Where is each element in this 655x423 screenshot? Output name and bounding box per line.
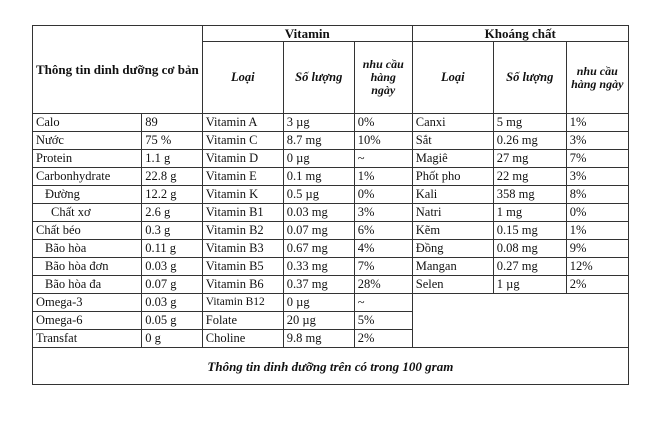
vitamin-group-header: Vitamin [202, 26, 412, 42]
mineral-daily-need: 8% [566, 186, 628, 204]
table-row [33, 186, 629, 204]
mineral-daily-need: 1% [566, 222, 628, 240]
vitamin-daily-header: nhu cầu hàng ngày [354, 42, 412, 114]
mineral-amount: 0.26 mg [493, 132, 566, 150]
nutrition-table [32, 25, 629, 385]
basic-nutrient-value: 0.3 g [142, 222, 202, 240]
mineral-name: Canxi [412, 114, 493, 132]
basic-nutrient-name: Bão hòa đa [33, 276, 142, 294]
table-row [33, 132, 629, 150]
vitamin-amount-header: Số lượng [283, 42, 354, 114]
vitamin-name: Vitamin B5 [202, 258, 283, 276]
mineral-name: Kali [412, 186, 493, 204]
mineral-daily-need: 7% [566, 150, 628, 168]
mineral-amount-header: Số lượng [493, 42, 566, 114]
basic-nutrient-value: 2.6 g [142, 204, 202, 222]
basic-nutrient-value: 0.11 g [142, 240, 202, 258]
table-row [33, 168, 629, 186]
vitamin-name: Vitamin B2 [202, 222, 283, 240]
basic-nutrient-value: 89 [142, 114, 202, 132]
nutrition-body [33, 114, 629, 348]
vitamin-amount: 0.33 mg [283, 258, 354, 276]
mineral-amount: 1 µg [493, 276, 566, 294]
vitamin-daily-need: 2% [354, 330, 412, 348]
mineral-amount: 27 mg [493, 150, 566, 168]
vitamin-amount: 3 µg [283, 114, 354, 132]
basic-nutrient-name: Carbonhydrate [33, 168, 142, 186]
mineral-name: Mangan [412, 258, 493, 276]
mineral-empty-area [412, 294, 628, 348]
vitamin-type-header: Loại [202, 42, 283, 114]
basic-nutrient-name: Nước [33, 132, 142, 150]
vitamin-amount: 0 µg [283, 294, 354, 312]
mineral-name: Natri [412, 204, 493, 222]
basic-nutrient-name: Calo [33, 114, 142, 132]
vitamin-daily-need: 28% [354, 276, 412, 294]
vitamin-name: Folate [202, 312, 283, 330]
mineral-amount: 0.08 mg [493, 240, 566, 258]
table-row [33, 204, 629, 222]
mineral-amount: 0.27 mg [493, 258, 566, 276]
vitamin-name: Vitamin B12 [202, 294, 283, 312]
vitamin-daily-need: 0% [354, 114, 412, 132]
mineral-daily-header: nhu cầu hàng ngày [566, 42, 628, 114]
basic-nutrient-value: 22.8 g [142, 168, 202, 186]
vitamin-name: Vitamin K [202, 186, 283, 204]
mineral-amount: 22 mg [493, 168, 566, 186]
vitamin-amount: 8.7 mg [283, 132, 354, 150]
vitamin-name: Vitamin B3 [202, 240, 283, 258]
basic-nutrient-name: Transfat [33, 330, 142, 348]
vitamin-name: Vitamin E [202, 168, 283, 186]
vitamin-amount: 20 µg [283, 312, 354, 330]
mineral-daily-need: 12% [566, 258, 628, 276]
vitamin-daily-need: ~ [354, 294, 412, 312]
vitamin-amount: 0.1 mg [283, 168, 354, 186]
basic-nutrient-name: Protein [33, 150, 142, 168]
basic-nutrient-value: 0 g [142, 330, 202, 348]
vitamin-daily-need: 4% [354, 240, 412, 258]
footer-note: Thông tin dinh dưỡng trên có trong 100 gram [33, 348, 629, 385]
vitamin-daily-need: 10% [354, 132, 412, 150]
vitamin-name: Choline [202, 330, 283, 348]
vitamin-amount: 9.8 mg [283, 330, 354, 348]
vitamin-daily-need: 1% [354, 168, 412, 186]
basic-nutrient-name: Bão hòa [33, 240, 142, 258]
table-row [33, 222, 629, 240]
basic-nutrient-name: Đường [33, 186, 142, 204]
mineral-name: Phốt pho [412, 168, 493, 186]
table-row [33, 276, 629, 294]
mineral-name: Selen [412, 276, 493, 294]
mineral-amount: 358 mg [493, 186, 566, 204]
mineral-daily-need: 2% [566, 276, 628, 294]
vitamin-amount: 0 µg [283, 150, 354, 168]
basic-nutrient-name: Omega-3 [33, 294, 142, 312]
table-row [33, 294, 629, 312]
vitamin-daily-need: 5% [354, 312, 412, 330]
vitamin-name: Vitamin C [202, 132, 283, 150]
mineral-name: Kẽm [412, 222, 493, 240]
mineral-daily-need: 3% [566, 132, 628, 150]
mineral-amount: 5 mg [493, 114, 566, 132]
vitamin-amount: 0.37 mg [283, 276, 354, 294]
table-row [33, 258, 629, 276]
vitamin-daily-need: 0% [354, 186, 412, 204]
mineral-daily-need: 1% [566, 114, 628, 132]
basic-nutrient-name: Chất xơ [33, 204, 142, 222]
basic-info-header: Thông tin dinh dưỡng cơ bản [33, 26, 203, 114]
basic-nutrient-value: 0.03 g [142, 294, 202, 312]
basic-nutrient-value: 0.05 g [142, 312, 202, 330]
basic-nutrient-value: 75 % [142, 132, 202, 150]
vitamin-daily-need: 6% [354, 222, 412, 240]
basic-nutrient-value: 12.2 g [142, 186, 202, 204]
vitamin-name: Vitamin B1 [202, 204, 283, 222]
table-row [33, 150, 629, 168]
basic-nutrient-name: Bão hòa đơn [33, 258, 142, 276]
vitamin-amount: 0.03 mg [283, 204, 354, 222]
mineral-daily-need: 9% [566, 240, 628, 258]
mineral-group-header: Khoáng chất [412, 26, 628, 42]
vitamin-daily-need: 7% [354, 258, 412, 276]
basic-nutrient-name: Chất béo [33, 222, 142, 240]
vitamin-amount: 0.67 mg [283, 240, 354, 258]
vitamin-name: Vitamin D [202, 150, 283, 168]
mineral-daily-need: 0% [566, 204, 628, 222]
vitamin-name: Vitamin B6 [202, 276, 283, 294]
mineral-name: Đồng [412, 240, 493, 258]
basic-nutrient-name: Omega-6 [33, 312, 142, 330]
mineral-name: Magiê [412, 150, 493, 168]
basic-nutrient-value: 1.1 g [142, 150, 202, 168]
table-row [33, 114, 629, 132]
basic-nutrient-value: 0.07 g [142, 276, 202, 294]
mineral-amount: 1 mg [493, 204, 566, 222]
vitamin-amount: 0.07 mg [283, 222, 354, 240]
vitamin-name: Vitamin A [202, 114, 283, 132]
mineral-daily-need: 3% [566, 168, 628, 186]
mineral-amount: 0.15 mg [493, 222, 566, 240]
mineral-type-header: Loại [412, 42, 493, 114]
vitamin-daily-need: 3% [354, 204, 412, 222]
basic-nutrient-value: 0.03 g [142, 258, 202, 276]
vitamin-daily-need: ~ [354, 150, 412, 168]
table-row [33, 240, 629, 258]
mineral-name: Sắt [412, 132, 493, 150]
vitamin-amount: 0.5 µg [283, 186, 354, 204]
